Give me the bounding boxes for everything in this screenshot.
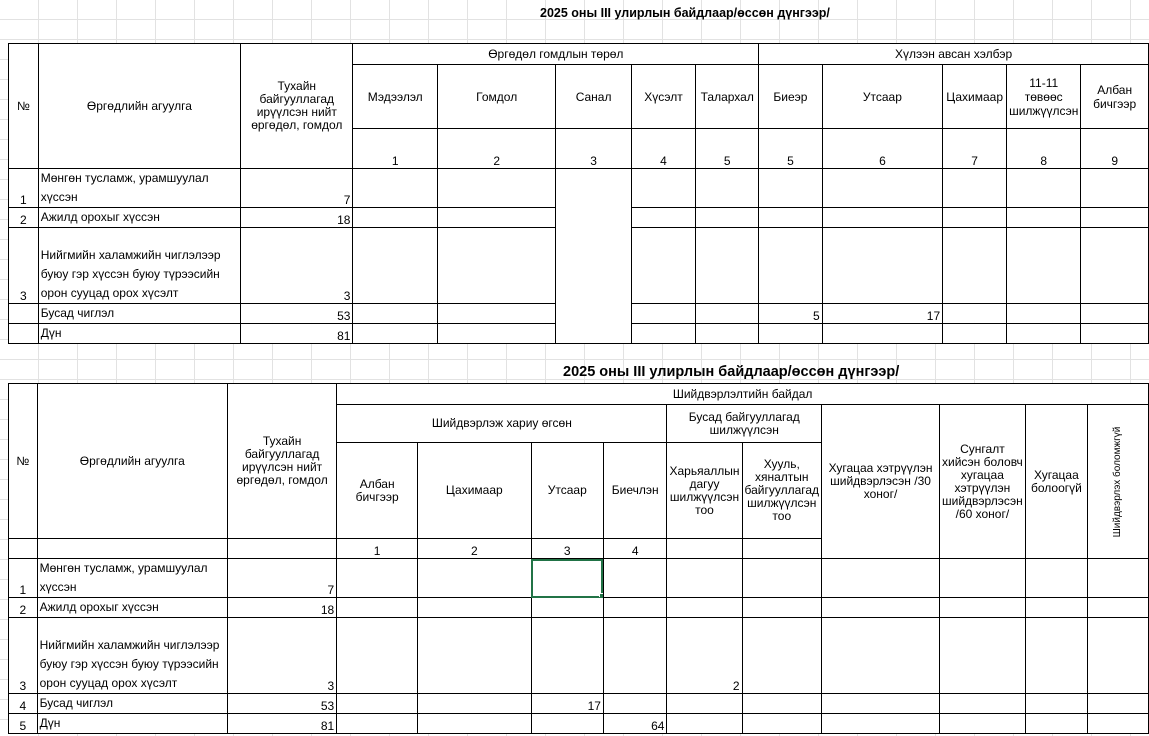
header-col[interactable]: Биеэр	[759, 65, 823, 129]
data-cell[interactable]	[1025, 714, 1087, 734]
data-cell[interactable]	[667, 694, 742, 714]
data-cell[interactable]	[437, 324, 556, 344]
col-number[interactable]: 1	[337, 539, 418, 559]
data-cell[interactable]	[1007, 228, 1081, 304]
row-number[interactable]: 3	[9, 228, 39, 304]
header-col[interactable]: Санал	[556, 65, 631, 129]
data-cell[interactable]	[822, 559, 940, 598]
data-cell[interactable]	[531, 714, 603, 734]
data-cell[interactable]	[353, 228, 437, 304]
empty-cell[interactable]	[742, 539, 822, 559]
col-number[interactable]: 2	[418, 539, 531, 559]
data-cell[interactable]	[759, 208, 823, 228]
data-cell[interactable]	[631, 324, 696, 344]
row-number[interactable]: 2	[9, 598, 38, 618]
data-cell[interactable]	[822, 228, 942, 304]
data-cell[interactable]	[1025, 559, 1087, 598]
col-number[interactable]: 3	[556, 129, 631, 169]
data-cell[interactable]	[696, 169, 759, 208]
row-number[interactable]: 5	[9, 714, 38, 734]
data-cell[interactable]	[822, 714, 940, 734]
data-cell[interactable]	[742, 598, 822, 618]
data-cell[interactable]	[418, 559, 531, 598]
data-cell[interactable]	[418, 598, 531, 618]
header-group-form[interactable]: Хүлээн авсан хэлбэр	[759, 44, 1149, 65]
row-number[interactable]: 4	[9, 694, 38, 714]
col-number[interactable]: 5	[696, 129, 759, 169]
data-cell[interactable]	[940, 598, 1026, 618]
data-cell[interactable]	[667, 714, 742, 734]
data-cell[interactable]	[667, 559, 742, 598]
data-cell[interactable]	[759, 228, 823, 304]
data-cell[interactable]	[418, 694, 531, 714]
row-number[interactable]: 1	[9, 169, 39, 208]
row-name[interactable]: Мөнгөн тусламж, урамшуулал хүссэн	[37, 559, 227, 598]
data-cell[interactable]	[940, 694, 1026, 714]
col-number[interactable]: 4	[631, 129, 696, 169]
data-cell[interactable]	[603, 559, 667, 598]
data-cell[interactable]: 2	[667, 618, 742, 694]
header-col[interactable]: Хууль, хяналтын байгууллагад шилжүүлсэн тоо	[742, 443, 822, 539]
data-cell[interactable]	[1007, 324, 1081, 344]
data-cell[interactable]	[437, 208, 556, 228]
header-extended60[interactable]: Сунгалт хийсэн боловч хугацаа хэтрүүлэн шийдвэрлэсэн /60 хоног/	[940, 405, 1026, 559]
data-cell[interactable]	[353, 304, 437, 324]
data-cell[interactable]	[943, 304, 1007, 324]
data-cell[interactable]	[759, 169, 823, 208]
data-cell[interactable]	[1025, 618, 1087, 694]
header-col[interactable]: Утсаар	[531, 443, 603, 539]
data-cell[interactable]	[667, 598, 742, 618]
header-col[interactable]: Биечлэн	[603, 443, 667, 539]
row-total[interactable]: 3	[241, 228, 353, 304]
data-cell[interactable]: 17	[822, 304, 942, 324]
data-cell[interactable]	[742, 618, 822, 694]
data-cell[interactable]	[1088, 618, 1149, 694]
data-cell[interactable]	[1025, 598, 1087, 618]
data-cell[interactable]	[353, 169, 437, 208]
data-cell[interactable]	[531, 598, 603, 618]
header-overdue30[interactable]: Хугацаа хэтрүүлэн шийдвэрлэсэн /30 хоног/	[822, 405, 940, 559]
header-col[interactable]: Харьяаллын дагуу шилжүүлсэн тоо	[667, 443, 742, 539]
fill-handle[interactable]	[599, 593, 604, 598]
row-total[interactable]: 81	[241, 324, 353, 344]
row-total[interactable]: 18	[241, 208, 353, 228]
data-cell[interactable]	[437, 228, 556, 304]
data-cell[interactable]	[1088, 559, 1149, 598]
data-cell[interactable]	[822, 324, 942, 344]
row-name[interactable]: Ажилд орохыг хүссэн	[37, 598, 227, 618]
header-col[interactable]: Албан бичгээр	[1081, 65, 1149, 129]
data-cell[interactable]	[1088, 714, 1149, 734]
data-cell[interactable]	[337, 559, 418, 598]
data-cell[interactable]: 64	[603, 714, 667, 734]
row-total[interactable]: 18	[227, 598, 336, 618]
data-cell[interactable]	[337, 694, 418, 714]
data-cell[interactable]	[418, 618, 531, 694]
report-table-1	[8, 43, 1149, 344]
data-cell[interactable]	[822, 208, 942, 228]
header-total[interactable]: Тухайн байгууллагад ирүүлсэн нийт өргөдөл, гомдол	[227, 384, 336, 539]
col-number[interactable]: 8	[1007, 129, 1081, 169]
header-group-type[interactable]: Өргөдөл гомдлын төрөл	[353, 44, 759, 65]
row-number[interactable]	[9, 304, 39, 324]
row-name[interactable]: Бусад чиглэл	[38, 304, 240, 324]
row-number[interactable]: 2	[9, 208, 39, 228]
data-cell[interactable]	[603, 618, 667, 694]
row-total[interactable]: 7	[241, 169, 353, 208]
data-cell[interactable]	[337, 598, 418, 618]
header-group-answered[interactable]: Шийдвэрлэж хариу өгсөн	[337, 405, 667, 443]
table-row	[9, 598, 1149, 618]
row-name[interactable]: Ажилд орохыг хүссэн	[38, 208, 240, 228]
table-row	[9, 169, 1149, 208]
header-content[interactable]: Өргөдлийн агуулга	[37, 384, 227, 539]
data-cell[interactable]	[940, 618, 1026, 694]
data-cell[interactable]	[1007, 208, 1081, 228]
data-cell[interactable]	[353, 208, 437, 228]
header-col[interactable]: Гомдол	[437, 65, 556, 129]
header-no[interactable]: №	[9, 44, 39, 169]
data-cell[interactable]	[943, 228, 1007, 304]
row-name[interactable]: Бусад чиглэл	[37, 694, 227, 714]
header-col[interactable]: Мэдээлэл	[353, 65, 437, 129]
row-number[interactable]	[9, 324, 39, 344]
data-cell[interactable]	[822, 169, 942, 208]
header-col[interactable]: Цахимаар	[943, 65, 1007, 129]
empty-cell[interactable]	[667, 539, 742, 559]
data-cell[interactable]	[1081, 304, 1149, 324]
header-overdue[interactable]: Хугацаа болоогүй	[1025, 405, 1087, 559]
data-cell[interactable]	[822, 618, 940, 694]
data-cell[interactable]: 5	[759, 304, 823, 324]
header-col[interactable]: 11-11 төвөөс шилжүүлсэн	[1007, 65, 1081, 129]
data-cell[interactable]	[940, 714, 1026, 734]
empty-cell[interactable]	[37, 539, 227, 559]
row-total[interactable]: 53	[241, 304, 353, 324]
row-name[interactable]: Нийгмийн халамжийн чиглэлээр буюу гэр хүссэн буюу түрээсийн орон сууцад орох хүсэлт	[38, 228, 240, 304]
col-number[interactable]: 4	[603, 539, 667, 559]
row-name[interactable]: Мөнгөн тусламж, урамшуулал хүссэн	[38, 169, 240, 208]
col-number[interactable]: 1	[353, 129, 437, 169]
header-unsolvable-text: Шийдвэрлэх боломжгүй	[1112, 426, 1123, 537]
table-row	[9, 694, 1149, 714]
data-cell[interactable]	[418, 714, 531, 734]
header-group-status[interactable]: Шийдвэрлэлтийн байдал	[337, 384, 1149, 405]
header-group-transferred[interactable]: Бусад байгууллагад шилжүүлсэн	[667, 405, 822, 443]
col-number[interactable]: 6	[822, 129, 942, 169]
data-cell[interactable]: 17	[531, 694, 603, 714]
selected-cell[interactable]	[531, 559, 603, 598]
data-cell[interactable]	[742, 714, 822, 734]
data-cell[interactable]	[759, 324, 823, 344]
data-cell[interactable]	[437, 304, 556, 324]
header-unsolvable[interactable]	[1088, 405, 1149, 559]
data-cell[interactable]	[1025, 694, 1087, 714]
data-cell[interactable]	[742, 694, 822, 714]
data-cell[interactable]	[1088, 694, 1149, 714]
data-cell[interactable]	[337, 618, 418, 694]
data-cell[interactable]	[1088, 598, 1149, 618]
row-number[interactable]: 3	[9, 618, 38, 694]
sheet-title-top: 2025 оны III улирлын байдлаар/өссөн дүнгээр/	[540, 6, 830, 20]
header-col[interactable]: Талархал	[696, 65, 759, 129]
header-col[interactable]: Утсаар	[822, 65, 942, 129]
data-cell[interactable]	[1007, 169, 1081, 208]
sheet-title-bottom: 2025 оны III улирлын байдлаар/өссөн дүнгээр/	[563, 364, 900, 380]
col-number[interactable]: 9	[1081, 129, 1149, 169]
row-total[interactable]: 81	[227, 714, 336, 734]
data-cell[interactable]	[337, 714, 418, 734]
row-total[interactable]: 53	[227, 694, 336, 714]
data-cell[interactable]	[631, 208, 696, 228]
header-no[interactable]: №	[9, 384, 38, 539]
col-number[interactable]: 3	[531, 539, 603, 559]
col-number[interactable]: 5	[759, 129, 823, 169]
data-cell[interactable]	[696, 208, 759, 228]
data-cell[interactable]	[822, 598, 940, 618]
data-cell[interactable]	[631, 169, 696, 208]
data-cell[interactable]	[822, 694, 940, 714]
empty-cell[interactable]	[227, 539, 336, 559]
empty-cell[interactable]	[9, 539, 38, 559]
row-number[interactable]: 1	[9, 559, 38, 598]
row-name[interactable]: Дүн	[37, 714, 227, 734]
data-cell[interactable]	[1081, 228, 1149, 304]
data-cell[interactable]	[631, 228, 696, 304]
data-cell[interactable]	[531, 618, 603, 694]
data-cell[interactable]	[696, 304, 759, 324]
data-cell[interactable]	[943, 169, 1007, 208]
report-table-2	[8, 383, 1149, 734]
table-row	[9, 559, 1149, 598]
table-row	[9, 714, 1149, 734]
row-name[interactable]: Нийгмийн халамжийн чиглэлээр буюу гэр хүссэн буюу түрээсийн орон сууцад орох хүсэлт	[37, 618, 227, 694]
data-cell[interactable]	[1081, 324, 1149, 344]
header-col[interactable]: Цахимаар	[418, 443, 531, 539]
table-row	[9, 618, 1149, 694]
data-cell[interactable]	[943, 208, 1007, 228]
data-cell[interactable]	[1081, 208, 1149, 228]
header-total[interactable]: Тухайн байгууллагад ирүүлсэн нийт өргөдөл, гомдол	[241, 44, 353, 169]
data-cell[interactable]	[1081, 169, 1149, 208]
col-number[interactable]: 2	[437, 129, 556, 169]
data-cell[interactable]	[696, 324, 759, 344]
row-name[interactable]: Дүн	[38, 324, 240, 344]
data-cell[interactable]	[603, 598, 667, 618]
header-content[interactable]: Өргөдлийн агуулга	[38, 44, 240, 169]
data-cell-merged[interactable]	[556, 169, 631, 344]
data-cell[interactable]	[742, 559, 822, 598]
data-cell[interactable]	[603, 694, 667, 714]
row-total[interactable]: 3	[227, 618, 336, 694]
col-number[interactable]: 7	[943, 129, 1007, 169]
data-cell[interactable]	[696, 228, 759, 304]
data-cell[interactable]	[1007, 304, 1081, 324]
data-cell[interactable]	[437, 169, 556, 208]
data-cell[interactable]	[943, 324, 1007, 344]
data-cell[interactable]	[631, 304, 696, 324]
header-col[interactable]: Албан бичгээр	[337, 443, 418, 539]
row-total[interactable]: 7	[227, 559, 336, 598]
data-cell[interactable]	[353, 324, 437, 344]
data-cell[interactable]	[940, 559, 1026, 598]
header-col[interactable]: Хүсэлт	[631, 65, 696, 129]
